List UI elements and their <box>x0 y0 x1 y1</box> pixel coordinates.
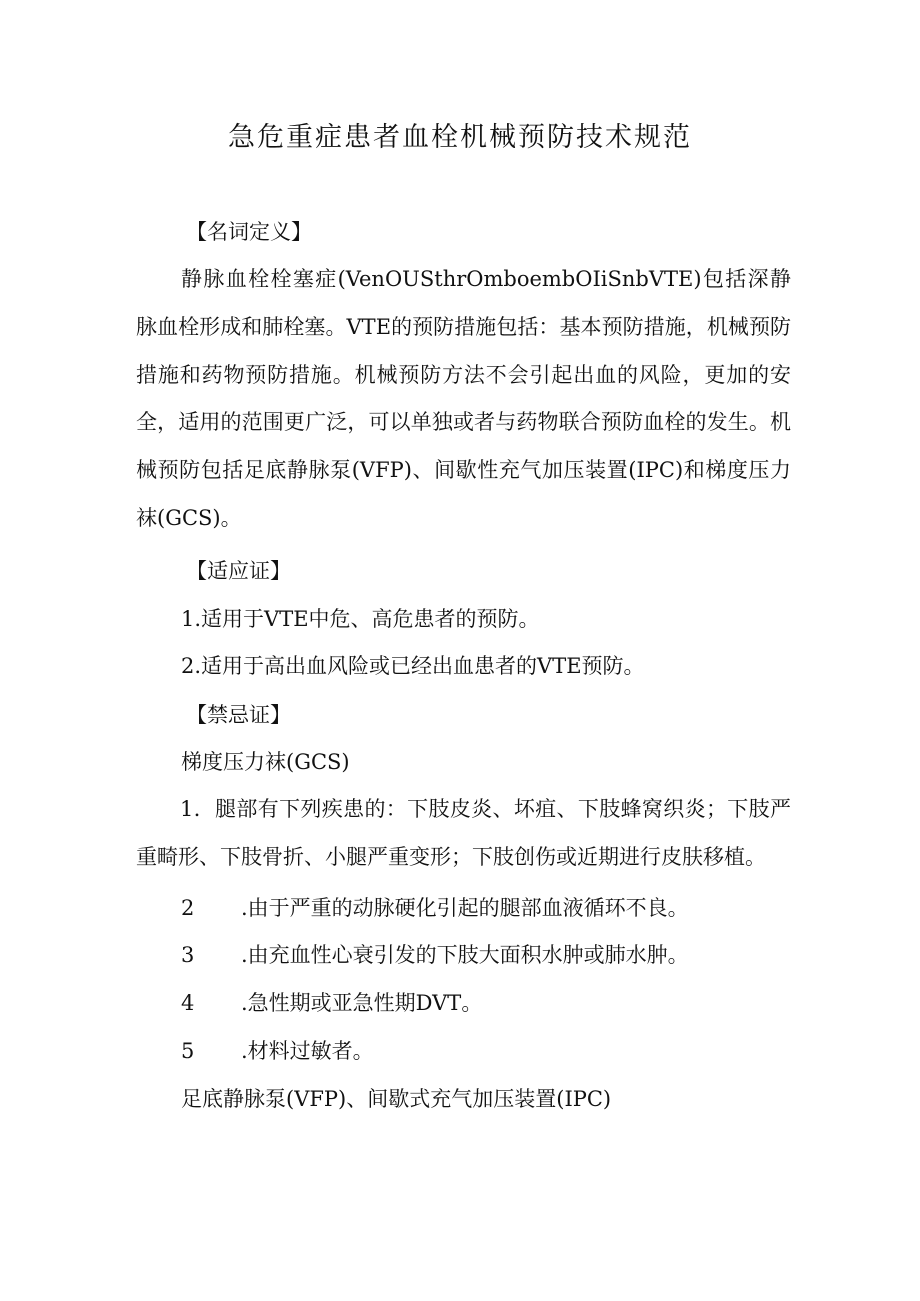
section-heading-definition: 【名词定义】 <box>186 220 312 244</box>
indication-item-2: 2.适用于高出血风险或已经出血患者的VTE预防。 <box>181 654 645 678</box>
gcs-item-number: 2 <box>181 896 195 920</box>
gcs-item-number: 5 <box>181 1039 195 1063</box>
definition-paragraph: 静脉血栓栓塞症(VenOUSthrOmboembOIiSnbVTE)包括深静脉血栓形成和肺栓塞。VTE的预防措施包括：基本预防措施，机械预防措施和药物预防措施。机械预防方法不会引起出血的风险，更加的安全，适用的范围更广泛，可以单独或者与药物联合预防血栓的发生。机械预防包括足底静脉泵(VFP)、间歇性充气加压装置(IPC)和梯度压力袜(GCS)。 <box>136 267 791 530</box>
gcs-item-number: 3 <box>181 943 195 967</box>
document-title: 急危重症患者血栓机械预防技术规范 <box>228 122 692 153</box>
gcs-item-text: .由充血性心衰引发的下肢大面积水肿或肺水肿。 <box>241 943 689 967</box>
gcs-subheading: 梯度压力袜(GCS) <box>181 750 350 774</box>
vfp-ipc-subheading: 足底静脉泵(VFP)、间歇式充气加压装置(IPC) <box>181 1087 612 1111</box>
gcs-item-text: .急性期或亚急性期DVT。 <box>241 991 483 1015</box>
section-heading-contraindication: 【禁忌证】 <box>186 703 291 727</box>
gcs-item-text: .材料过敏者。 <box>241 1039 374 1063</box>
gcs-item-1: 1．腿部有下列疾患的：下肢皮炎、坏疽、下肢蜂窝织炎；下肢严重畸形、下肢骨折、小腿严重变形；下肢创伤或近期进行皮肤移植。 <box>136 797 791 869</box>
section-heading-indication: 【适应证】 <box>186 559 291 583</box>
indication-item-1: 1.适用于VTE中危、高危患者的预防。 <box>181 607 540 631</box>
gcs-item-text: .由于严重的动脉硬化引起的腿部血液循环不良。 <box>241 896 689 920</box>
gcs-item-number: 4 <box>181 991 195 1015</box>
